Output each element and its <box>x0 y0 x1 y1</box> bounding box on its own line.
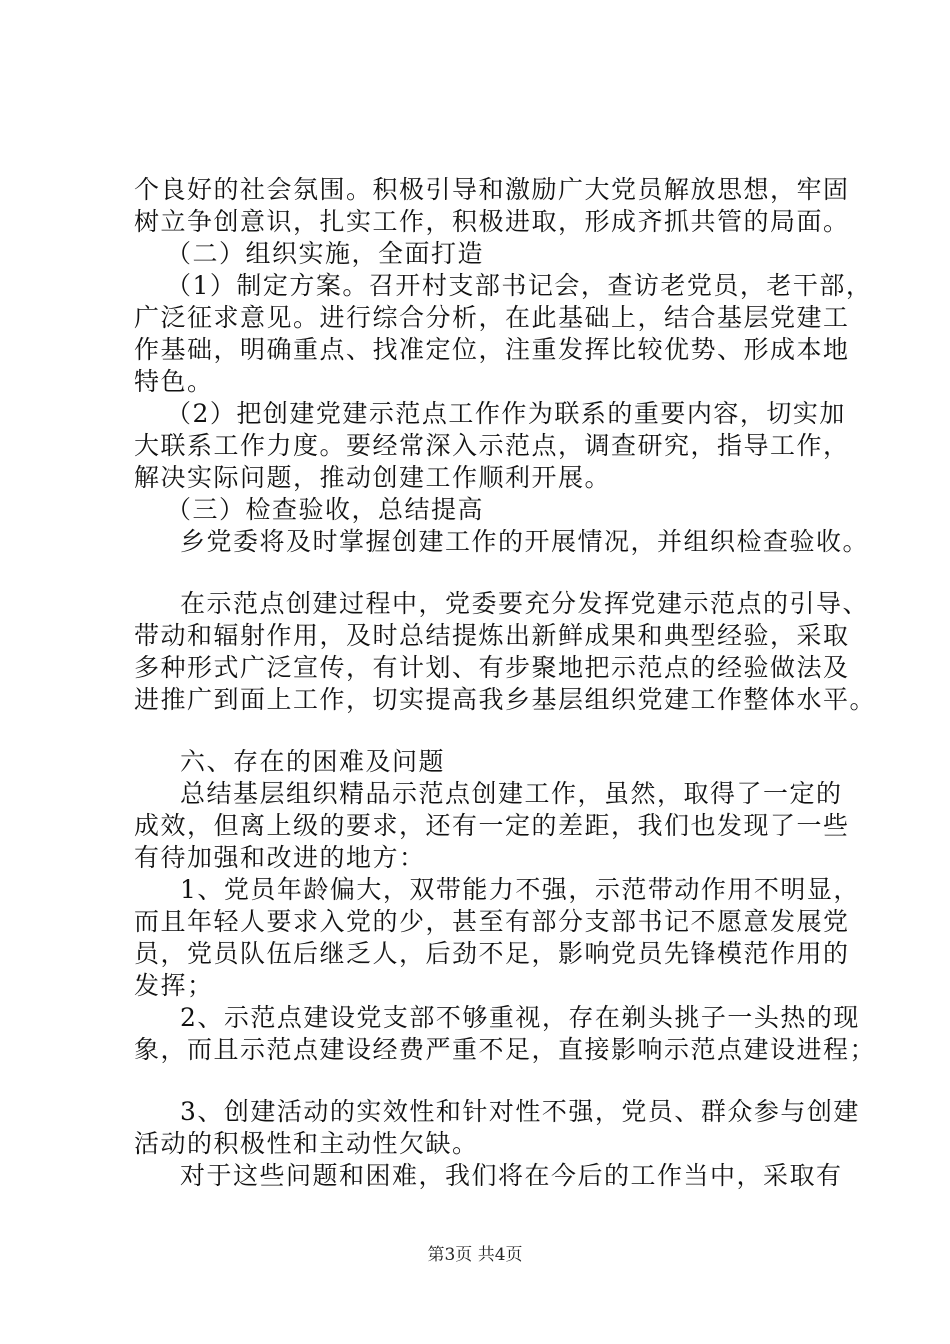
paragraph-line: 大联系工作力度。要经常深入示范点，调查研究，指导工作， <box>134 431 850 460</box>
list-item-line: 3、创建活动的实效性和针对性不强，党员、群众参与创建 <box>180 1097 860 1126</box>
section-heading: （三）检查验收，总结提高 <box>166 495 485 524</box>
section-heading: （二）组织实施，全面打造 <box>166 239 485 268</box>
paragraph-line: 树立争创意识，扎实工作，积极进取，形成齐抓共管的局面。 <box>134 207 850 236</box>
paragraph-line: （1）制定方案。召开村支部书记会，查访老党员，老干部， <box>166 271 873 300</box>
paragraph-line: 特色。 <box>134 367 214 396</box>
list-item-line: 而且年轻人要求入党的少，甚至有部分支部书记不愿意发展党 <box>134 907 850 936</box>
list-item-line: 象，而且示范点建设经费严重不足，直接影响示范点建设进程； <box>134 1035 877 1064</box>
paragraph-line: 在示范点创建过程中，党委要充分发挥党建示范点的引导、 <box>180 589 870 618</box>
paragraph-line: 带动和辐射作用，及时总结提炼出新鲜成果和典型经验，采取 <box>134 621 850 650</box>
paragraph-line: 广泛征求意见。进行综合分析，在此基础上，结合基层党建工 <box>134 303 850 332</box>
list-item-line: 1、党员年龄偏大，双带能力不强，示范带动作用不明显， <box>180 875 860 904</box>
paragraph-line: 解决实际问题，推动创建工作顺利开展。 <box>134 463 612 492</box>
paragraph-line: 个良好的社会氛围。积极引导和激励广大党员解放思想，牢固 <box>134 175 850 204</box>
list-item-line: 员，党员队伍后继乏人，后劲不足，影响党员先锋模范作用的 <box>134 939 850 968</box>
paragraph-line: 多种形式广泛宣传，有计划、有步聚地把示范点的经验做法及 <box>134 653 850 682</box>
paragraph-line: （2）把创建党建示范点工作作为联系的重要内容，切实加 <box>166 399 846 428</box>
list-item-line: 2、示范点建设党支部不够重视，存在剃头挑子一头热的现 <box>180 1003 860 1032</box>
page-number-footer: 第3页 共4页 <box>427 1245 523 1265</box>
list-item-line: 发挥； <box>134 971 214 1000</box>
paragraph-line: 乡党委将及时掌握创建工作的开展情况，并组织检查验收。 <box>180 527 870 556</box>
section-heading: 六、存在的困难及问题 <box>180 747 446 776</box>
paragraph-line: 进推广到面上工作，切实提高我乡基层组织党建工作整体水平。 <box>134 685 877 714</box>
paragraph-line: 作基础，明确重点、找准定位，注重发挥比较优势、形成本地 <box>134 335 850 364</box>
paragraph-line: 成效，但离上级的要求，还有一定的差距，我们也发现了一些 <box>134 811 850 840</box>
list-item-line: 活动的积极性和主动性欠缺。 <box>134 1129 479 1158</box>
paragraph-line: 对于这些问题和困难，我们将在今后的工作当中，采取有 <box>180 1161 843 1190</box>
paragraph-line: 有待加强和改进的地方： <box>134 843 426 872</box>
paragraph-line: 总结基层组织精品示范点创建工作，虽然，取得了一定的 <box>180 779 843 808</box>
